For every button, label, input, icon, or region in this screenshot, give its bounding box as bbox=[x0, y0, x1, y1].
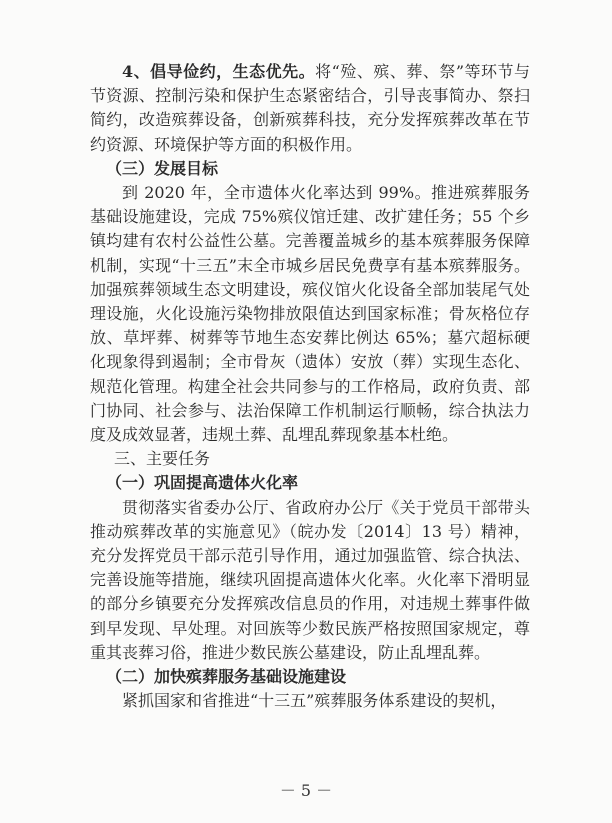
page-number: － 5 － bbox=[279, 781, 333, 800]
section-heading-task-cremation-rate: （一）巩固提高遗体火化率 bbox=[106, 473, 299, 493]
paragraph-cremation-rate: 贯彻落实省委办公厅、省政府办公厅《关于党员干部带头推动殡葬改革的实施意见》（皖办发〔2014〕13 号）精神，充分发挥党员干部示范引导作用，通过加强监管、综合执法、完善设施等措施，继续巩固提高遗体火化率。火化率下滑明显的部分乡镇要充分发挥殡改信息员的作用，对违规土葬事件做到早发现、早处理。对回族等少数民族严格按照国家规定，尊重其丧葬习俗，推进少数民族公墓建设，防止乱埋乱葬。 bbox=[90, 497, 530, 662]
document-body bbox=[90, 60, 530, 713]
paragraph-text: 将“殓、殡、葬、祭”等环节与节资源、控制污染和保护生态紧密结合，引导丧事简办、祭扫简约，改造殡葬设备，创新殡葬科技，充分发挥殡葬改革在节约资源、环境保护等方面的积极作用。 bbox=[90, 62, 530, 154]
paragraph-infrastructure: 紧抓国家和省推进“十三五”殡葬服务体系建设的契机， bbox=[122, 691, 507, 711]
section-heading-task-infrastructure: （二）加快殡葬服务基础设施建设 bbox=[106, 667, 347, 687]
paragraph-development-goals: 到 2020 年，全市遗体火化率达到 99%。推进殡葬服务基础设施建设，完成 75%殡仪馆迁建、改扩建任务；55 个乡镇均建有农村公益性公墓。完善覆盖城乡的基本殡葬服务保障机制，实现“十三五”末全市城乡居民免费享有基本殡葬服务。加强殡葬领域生态文明建设，殡仪馆火化设备全部加装尾气处理设施，火化设施污染物排放限值达到国家标准；骨灰格位存放、草坪葬、树葬等节地生态安葬比例达 65%；墓穴超标硬化现象得到遏制；全市骨灰（遗体）安放（葬）实现生态化、规范化管理。构建全社会共同参与的工作格局，政府负责、部门协同、社会参与、法治保障工作机制运行顺畅，综合执法力度及成效显著，违规土葬、乱埋乱葬现象基本杜绝。 bbox=[90, 183, 530, 445]
section-heading-development-goals: （三）发展目标 bbox=[106, 158, 219, 178]
paragraph-lead: 4、倡导俭约，生态优先。 bbox=[122, 62, 316, 81]
section-heading-main-tasks: 三、主要任务 bbox=[114, 449, 211, 469]
paragraph-thrift-ecology bbox=[90, 60, 530, 157]
